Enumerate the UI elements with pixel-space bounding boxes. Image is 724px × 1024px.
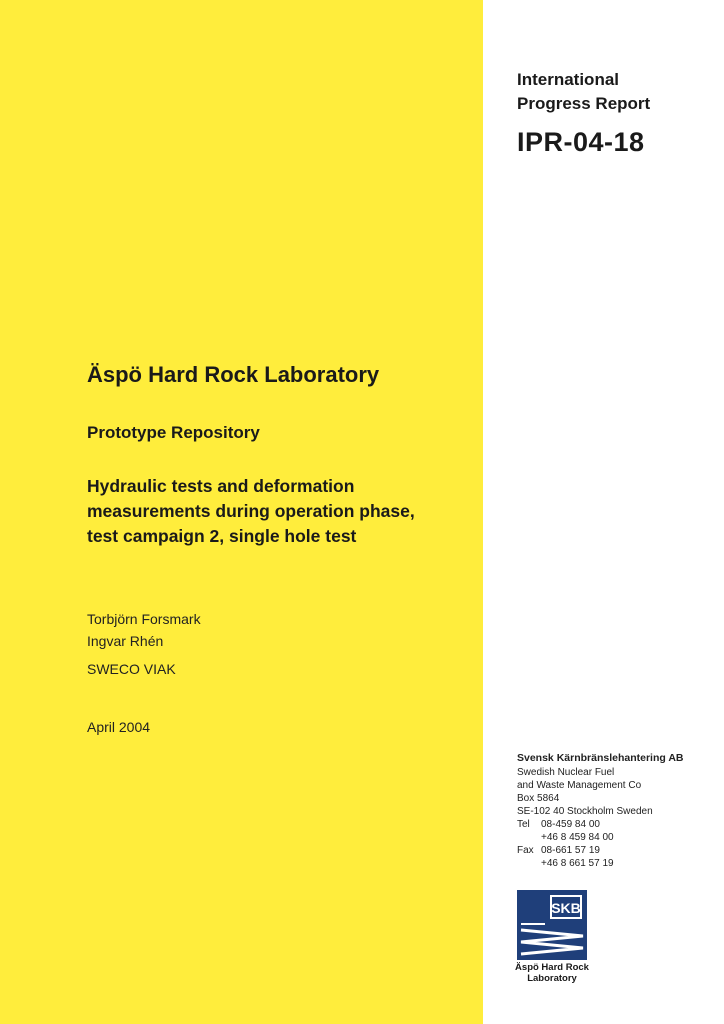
contact-label	[517, 857, 541, 870]
publisher-address-line: Box 5864	[517, 793, 560, 804]
skb-logo-mark	[517, 890, 587, 960]
report-series	[517, 68, 650, 116]
author-name: Ingvar Rhén	[87, 633, 164, 649]
contact-value: +46 8 459 84 00	[541, 832, 614, 843]
report-title-line: test campaign 2, single hole test	[87, 526, 357, 546]
author-name: Torbjörn Forsmark	[87, 611, 201, 627]
report-title	[87, 474, 477, 549]
series-line-1: International	[517, 70, 620, 89]
publisher-address-line: and Waste Management Co	[517, 780, 642, 791]
skb-logo	[517, 890, 587, 984]
report-title-line: Hydraulic tests and deformation	[87, 476, 355, 496]
contact-label	[517, 831, 541, 844]
main-title: Äspö Hard Rock Laboratory	[87, 362, 380, 387]
contact-value: 08-661 57 19	[541, 845, 600, 856]
logo-caption-line: Äspö Hard Rock	[515, 962, 589, 973]
publisher-block	[517, 752, 684, 870]
report-title-line: measurements during operation phase,	[87, 501, 415, 521]
contact-row	[517, 831, 684, 844]
series-line-2: Progress Report	[517, 94, 651, 113]
svg-text:SKB: SKB	[551, 900, 581, 916]
contact-row	[517, 844, 684, 857]
logo-caption-line: Laboratory	[527, 973, 577, 984]
contact-value: +46 8 661 57 19	[541, 858, 614, 869]
author-organization: SWECO VIAK	[87, 661, 176, 677]
contact-row	[517, 818, 684, 831]
publisher-address-line: Swedish Nuclear Fuel	[517, 767, 615, 778]
publication-date: April 2004	[87, 719, 151, 735]
report-number: IPR-04-18	[517, 127, 645, 157]
contact-row	[517, 857, 684, 870]
contact-label: Tel	[517, 819, 530, 830]
author-list	[87, 608, 201, 652]
contact-value: 08-459 84 00	[541, 819, 600, 830]
logo-caption	[514, 962, 590, 984]
contact-label: Fax	[517, 845, 534, 856]
publisher-address-line: SE-102 40 Stockholm Sweden	[517, 806, 653, 817]
publisher-name: Svensk Kärnbränslehantering AB	[517, 752, 684, 764]
subtitle: Prototype Repository	[87, 423, 260, 442]
